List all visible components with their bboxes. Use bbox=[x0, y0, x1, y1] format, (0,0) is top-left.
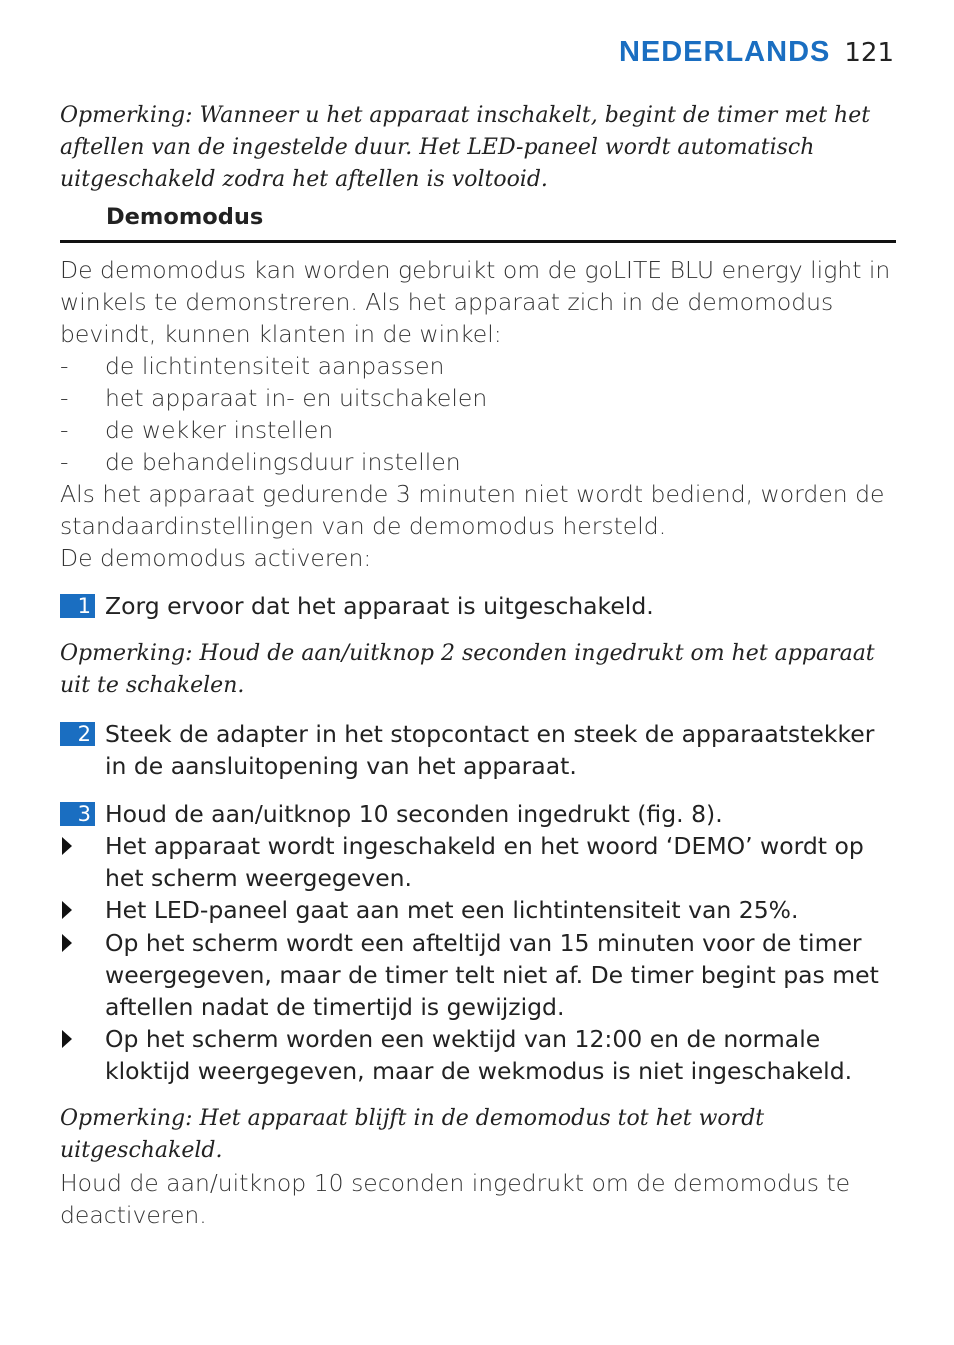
section-paragraph-3: De demomodus activeren: bbox=[60, 544, 372, 572]
step-text: Houd de aan/uitknop 10 seconden ingedrukt (fig. 8). bbox=[105, 800, 723, 828]
triangle-bullet-icon bbox=[60, 830, 105, 894]
page-header bbox=[619, 36, 894, 69]
result-text: Op het scherm worden een wektijd van 12:00 en de normale kloktijd weergegeven, maar de wekmodus is niet ingeschakeld. bbox=[105, 1025, 853, 1085]
step-1 bbox=[60, 590, 896, 622]
list-item bbox=[60, 414, 896, 446]
note-demo-mode: Opmerking: Het apparaat blijft in de demomodus tot het wordt uitgeschakeld. bbox=[60, 1106, 765, 1163]
language-heading: NEDERLANDS bbox=[618, 36, 831, 68]
list-item-text: de lichtintensiteit aanpassen bbox=[105, 352, 445, 380]
list-item bbox=[60, 382, 896, 414]
step-number-badge: 1 bbox=[60, 594, 95, 618]
list-item-text: het apparaat in- en uitschakelen bbox=[105, 384, 488, 412]
result-item bbox=[60, 830, 896, 894]
feature-list bbox=[60, 350, 896, 478]
result-item bbox=[60, 927, 896, 1023]
section-title: Demomodus bbox=[60, 202, 896, 243]
step-3 bbox=[60, 798, 896, 830]
dash-bullet: - bbox=[60, 416, 69, 444]
result-item bbox=[60, 894, 896, 927]
step-text: Steek de adapter in het stopcontact en steek de apparaatstekker in de aansluitopening van het apparaat. bbox=[105, 720, 875, 780]
triangle-bullet-icon bbox=[60, 1023, 105, 1087]
result-text: Op het scherm wordt een afteltijd van 15 minuten voor de timer weergegeven, maar de timer telt niet af. De timer begint pas met aftellen nadat de timertijd is gewijzigd. bbox=[105, 929, 879, 1021]
section-paragraph-1: De demomodus kan worden gebruikt om de goLITE BLU energy light in winkels te demonstreren. Als het apparaat zich in de demomodus bevindt, kunnen klanten in de winkel: bbox=[60, 256, 891, 348]
result-text: Het LED-paneel gaat aan met een lichtintensiteit van 25%. bbox=[105, 896, 799, 924]
page-number: 121 bbox=[844, 38, 894, 68]
list-item bbox=[60, 446, 896, 478]
step-number-badge: 3 bbox=[60, 802, 95, 826]
dash-bullet: - bbox=[60, 384, 69, 412]
dash-bullet: - bbox=[60, 448, 69, 476]
result-item bbox=[60, 1023, 896, 1087]
section-paragraph-4: Houd de aan/uitknop 10 seconden ingedrukt om de demomodus te deactiveren. bbox=[60, 1169, 851, 1229]
step-2 bbox=[60, 718, 896, 782]
triangle-bullet-icon bbox=[60, 927, 105, 1023]
step-number-badge: 2 bbox=[60, 722, 95, 746]
list-item bbox=[60, 350, 896, 382]
intro-note: Opmerking: Wanneer u het apparaat inschakelt, begint de timer met het aftellen van de ingestelde duur. Het LED-paneel wordt automatisch uitgeschakeld zodra het aftellen is voltooid. bbox=[60, 103, 871, 192]
page-content bbox=[60, 100, 896, 1231]
result-text: Het apparaat wordt ingeschakeld en het woord ‘DEMO’ wordt op het scherm weergegeven. bbox=[105, 832, 864, 892]
dash-bullet: - bbox=[60, 352, 69, 380]
result-list bbox=[60, 830, 896, 1087]
step-text: Zorg ervoor dat het apparaat is uitgeschakeld. bbox=[105, 592, 654, 620]
list-item-text: de behandelingsduur instellen bbox=[105, 448, 461, 476]
note-power-off: Opmerking: Houd de aan/uitknop 2 seconden ingedrukt om het apparaat uit te schakelen. bbox=[60, 641, 875, 698]
section-paragraph-2: Als het apparaat gedurende 3 minuten niet wordt bediend, worden de standaardinstellingen van de demomodus hersteld. bbox=[60, 480, 885, 540]
triangle-bullet-icon bbox=[60, 894, 105, 927]
list-item-text: de wekker instellen bbox=[105, 416, 334, 444]
